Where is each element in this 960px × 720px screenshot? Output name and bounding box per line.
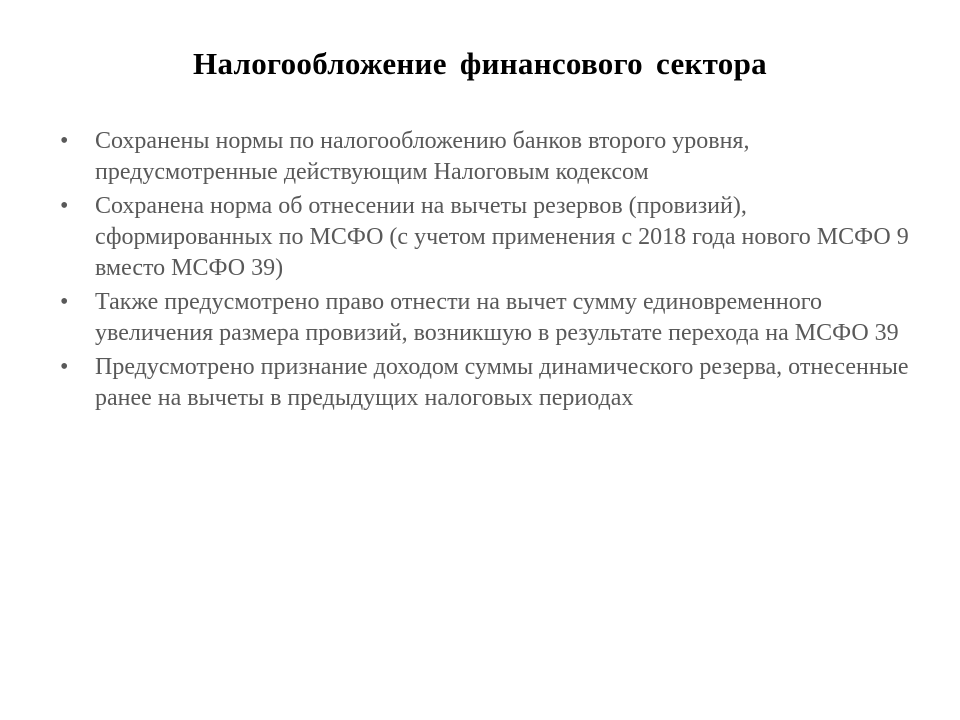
bullet-icon: • [60, 193, 69, 219]
bullet-list [60, 126, 920, 417]
list-item [60, 287, 920, 349]
list-item [60, 191, 920, 284]
bullet-text: Сохранена норма об отнесении на вычеты резервов (провизий), сформированных по МСФО (с учетом применения с 2018 года нового МСФО 9 вместо МСФО 39) [95, 193, 909, 281]
slide-title: Налогообложение финансового сектора [193, 46, 767, 81]
list-item [60, 126, 920, 188]
bullet-icon: • [60, 354, 69, 380]
bullet-icon: • [60, 289, 69, 315]
bullet-text: Сохранены нормы по налогообложению банков второго уровня, предусмотренные действующим Налоговым кодексом [95, 128, 750, 185]
bullet-text: Предусмотрено признание доходом суммы динамического резерва, отнесенные ранее на вычеты в предыдущих налоговых периодах [95, 354, 909, 411]
bullet-icon: • [60, 128, 69, 154]
bullet-text: Также предусмотрено право отнести на вычет сумму единовременного увеличения размера провизий, возникшую в результате перехода на МСФО 39 [95, 289, 899, 346]
list-item [60, 352, 920, 414]
